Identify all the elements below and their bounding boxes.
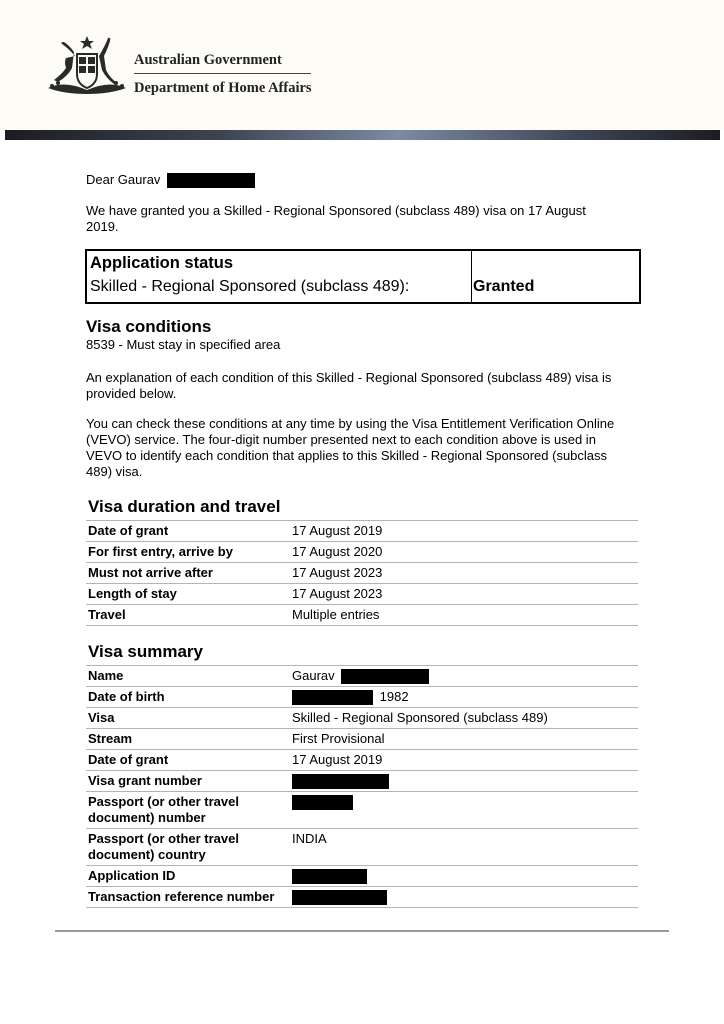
table-row (86, 866, 638, 887)
row-label: Date of grant (88, 752, 169, 767)
row-value (292, 689, 409, 705)
row-value: First Provisional (292, 731, 385, 746)
row-value: 17 August 2019 (292, 752, 383, 767)
redacted-dob (292, 690, 373, 705)
header-divider (134, 73, 311, 74)
status-heading: Application status (90, 254, 234, 272)
table-row (86, 542, 638, 563)
row-label: Must not arrive after (88, 565, 213, 580)
duration-heading: Visa duration and travel (88, 497, 281, 516)
table-row (86, 792, 638, 829)
row-label: Length of stay (88, 586, 177, 601)
table-row (86, 563, 638, 584)
conditions-para2-line2: (VEVO) service. The four-digit number presented next to each condition above is used in (86, 432, 596, 447)
conditions-para2-line4: 489) visa. (86, 464, 143, 479)
conditions-heading: Visa conditions (86, 317, 212, 336)
row-label (88, 794, 239, 825)
greeting-line (86, 172, 255, 188)
coat-of-arms-icon (44, 34, 130, 98)
intro-line-2: 2019. (86, 219, 119, 234)
row-value (292, 889, 387, 905)
summary-heading: Visa summary (88, 642, 203, 661)
table-row (86, 771, 638, 792)
row-value (292, 794, 353, 810)
label-line: Passport (or other travel (88, 831, 239, 846)
redacted-transaction-number (292, 890, 387, 905)
row-label: Date of birth (88, 689, 165, 704)
table-row (86, 750, 638, 771)
table-row (86, 584, 638, 605)
row-value: Skilled - Regional Sponsored (subclass 489) (292, 710, 548, 725)
conditions-para2-line3: VEVO to identify each condition that applies to this Skilled - Regional Sponsored (subclass (86, 448, 608, 463)
conditions-para2-line1: You can check these conditions at any time by using the Visa Entitlement Verification Online (86, 416, 615, 431)
row-label: For first entry, arrive by (88, 544, 233, 559)
summary-table (86, 665, 638, 908)
redacted-surname (167, 173, 255, 188)
table-row (86, 729, 638, 750)
department-name: Department of Home Affairs (134, 80, 312, 96)
row-label: Date of grant (88, 523, 169, 538)
row-label: Transaction reference number (88, 889, 275, 904)
name-value: Gaurav (292, 668, 335, 683)
intro-line-1: We have granted you a Skilled - Regional Sponsored (subclass 489) visa on 17 August (86, 203, 586, 218)
label-line: document) number (88, 809, 206, 825)
table-row (86, 665, 638, 687)
row-value (292, 868, 367, 884)
row-value: 17 August 2023 (292, 565, 383, 580)
redacted-passport-number (292, 795, 353, 810)
row-value: 17 August 2020 (292, 544, 383, 559)
table-row (86, 887, 638, 908)
table-row (86, 708, 638, 729)
row-label: Application ID (88, 868, 176, 883)
greeting-text: Dear Gaurav (86, 172, 161, 187)
conditions-para1-line2: provided below. (86, 386, 177, 401)
redacted-surname (341, 669, 429, 684)
row-label: Name (88, 668, 124, 683)
condition-item: 8539 - Must stay in specified area (86, 337, 281, 352)
row-label: Visa grant number (88, 773, 202, 788)
table-row (86, 520, 638, 542)
header-gradient-bar (5, 130, 720, 140)
redacted-grant-number (292, 774, 389, 789)
status-value: Granted (473, 278, 535, 295)
label-line: document) country (88, 846, 206, 862)
row-value: Multiple entries (292, 607, 380, 622)
table-row (86, 605, 638, 626)
redacted-application-id (292, 869, 367, 884)
dob-year: 1982 (379, 689, 409, 704)
letterhead (0, 0, 724, 130)
conditions-para1-line1: An explanation of each condition of this Skilled - Regional Sponsored (subclass 489) visa is (86, 370, 612, 385)
row-value: INDIA (292, 831, 327, 846)
government-name: Australian Government (134, 52, 282, 68)
row-value (292, 773, 389, 789)
duration-table (86, 520, 638, 626)
footer-divider (55, 930, 669, 932)
row-label (88, 831, 239, 862)
table-row (86, 687, 638, 708)
table-row (86, 829, 638, 866)
row-value (292, 668, 429, 684)
row-value: 17 August 2023 (292, 586, 383, 601)
status-divider (471, 251, 472, 302)
application-status-box (85, 249, 641, 304)
row-label: Travel (88, 607, 126, 622)
label-line: Passport (or other travel (88, 794, 239, 809)
row-value: 17 August 2019 (292, 523, 383, 538)
row-label: Visa (88, 710, 115, 725)
row-label: Stream (88, 731, 133, 746)
status-visa-name: Skilled - Regional Sponsored (subclass 489): (90, 278, 410, 295)
